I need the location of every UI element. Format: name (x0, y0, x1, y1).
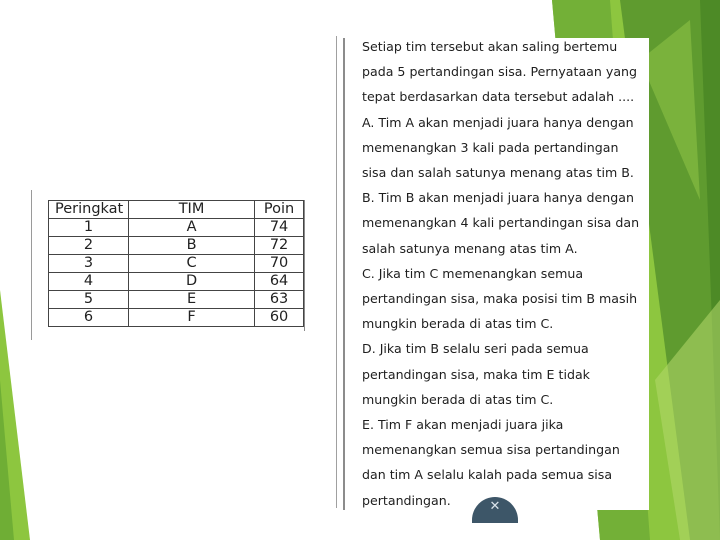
team-cell: A (128, 219, 254, 237)
question-line: pertandingan sisa, maka posisi tim B masih (362, 291, 638, 306)
header-tim: TIM (128, 201, 254, 219)
question-line: pertandingan. (362, 492, 451, 508)
header-peringkat: Peringkat (49, 201, 129, 219)
question-line: pertandingan sisa, maka tim E tidak (362, 366, 590, 382)
points-cell: 64 (255, 273, 304, 291)
question-line: memenangkan semua sisa pertandingan (362, 442, 620, 458)
chevron-down-icon: ✕ (489, 499, 501, 514)
points-cell: 70 (255, 255, 304, 273)
question-line: sisa dan salah satunya menang atas tim B. (362, 165, 634, 180)
points-cell: 60 (255, 309, 304, 327)
rank-cell: 6 (49, 309, 129, 327)
question-line: E. Tim F akan menjadi juara jika (362, 417, 564, 432)
question-line: mungkin berada di atas tim C. (362, 316, 554, 332)
question-line: tepat berdasarkan data tersebut adalah .... (362, 89, 635, 105)
question-line: B. Tim B akan menjadi juara hanya dengan (362, 190, 634, 206)
points-cell: 74 (255, 219, 304, 237)
rank-cell: 4 (49, 273, 129, 291)
question-line: C. Jika tim C memenangkan semua (362, 265, 584, 281)
question-line: D. Jika tim B selalu seri pada semua (362, 341, 589, 357)
table-row (49, 273, 304, 291)
question-line: A. Tim A akan menjadi juara hanya dengan (362, 114, 634, 130)
team-cell: D (128, 273, 254, 291)
standings-table (48, 200, 304, 327)
rank-cell: 1 (49, 219, 129, 237)
question-panel (343, 38, 649, 510)
question-line: memenangkan 4 kali pertandingan sisa dan (362, 215, 640, 231)
table-header-row (49, 201, 304, 219)
points-cell: 72 (255, 237, 304, 255)
table-row (49, 219, 304, 237)
question-line: Setiap tim tersebut akan saling bertemu (362, 39, 618, 54)
rank-cell: 2 (49, 237, 129, 255)
rank-cell: 3 (49, 255, 129, 273)
question-line: dan tim A selalu kalah pada semua sisa (362, 467, 613, 483)
question-line: salah satunya menang atas tim A. (362, 240, 578, 256)
team-cell: E (128, 291, 254, 309)
team-cell: B (128, 237, 254, 255)
team-cell: F (128, 309, 254, 327)
table-row (49, 309, 304, 327)
question-line: pada 5 pertandingan sisa. Pernyataan yang (362, 64, 638, 80)
page-divider (336, 36, 337, 508)
team-cell: C (128, 255, 254, 273)
header-poin: Poin (255, 201, 304, 219)
left-rule (31, 190, 32, 340)
table-row (49, 237, 304, 255)
table-row (49, 291, 304, 309)
scroll-down-button[interactable] (472, 497, 518, 523)
question-line: memenangkan 3 kali pada pertandingan (362, 139, 619, 155)
rank-cell: 5 (49, 291, 129, 309)
question-line: mungkin berada di atas tim C. (362, 391, 554, 407)
table-row (49, 255, 304, 273)
points-cell: 63 (255, 291, 304, 309)
